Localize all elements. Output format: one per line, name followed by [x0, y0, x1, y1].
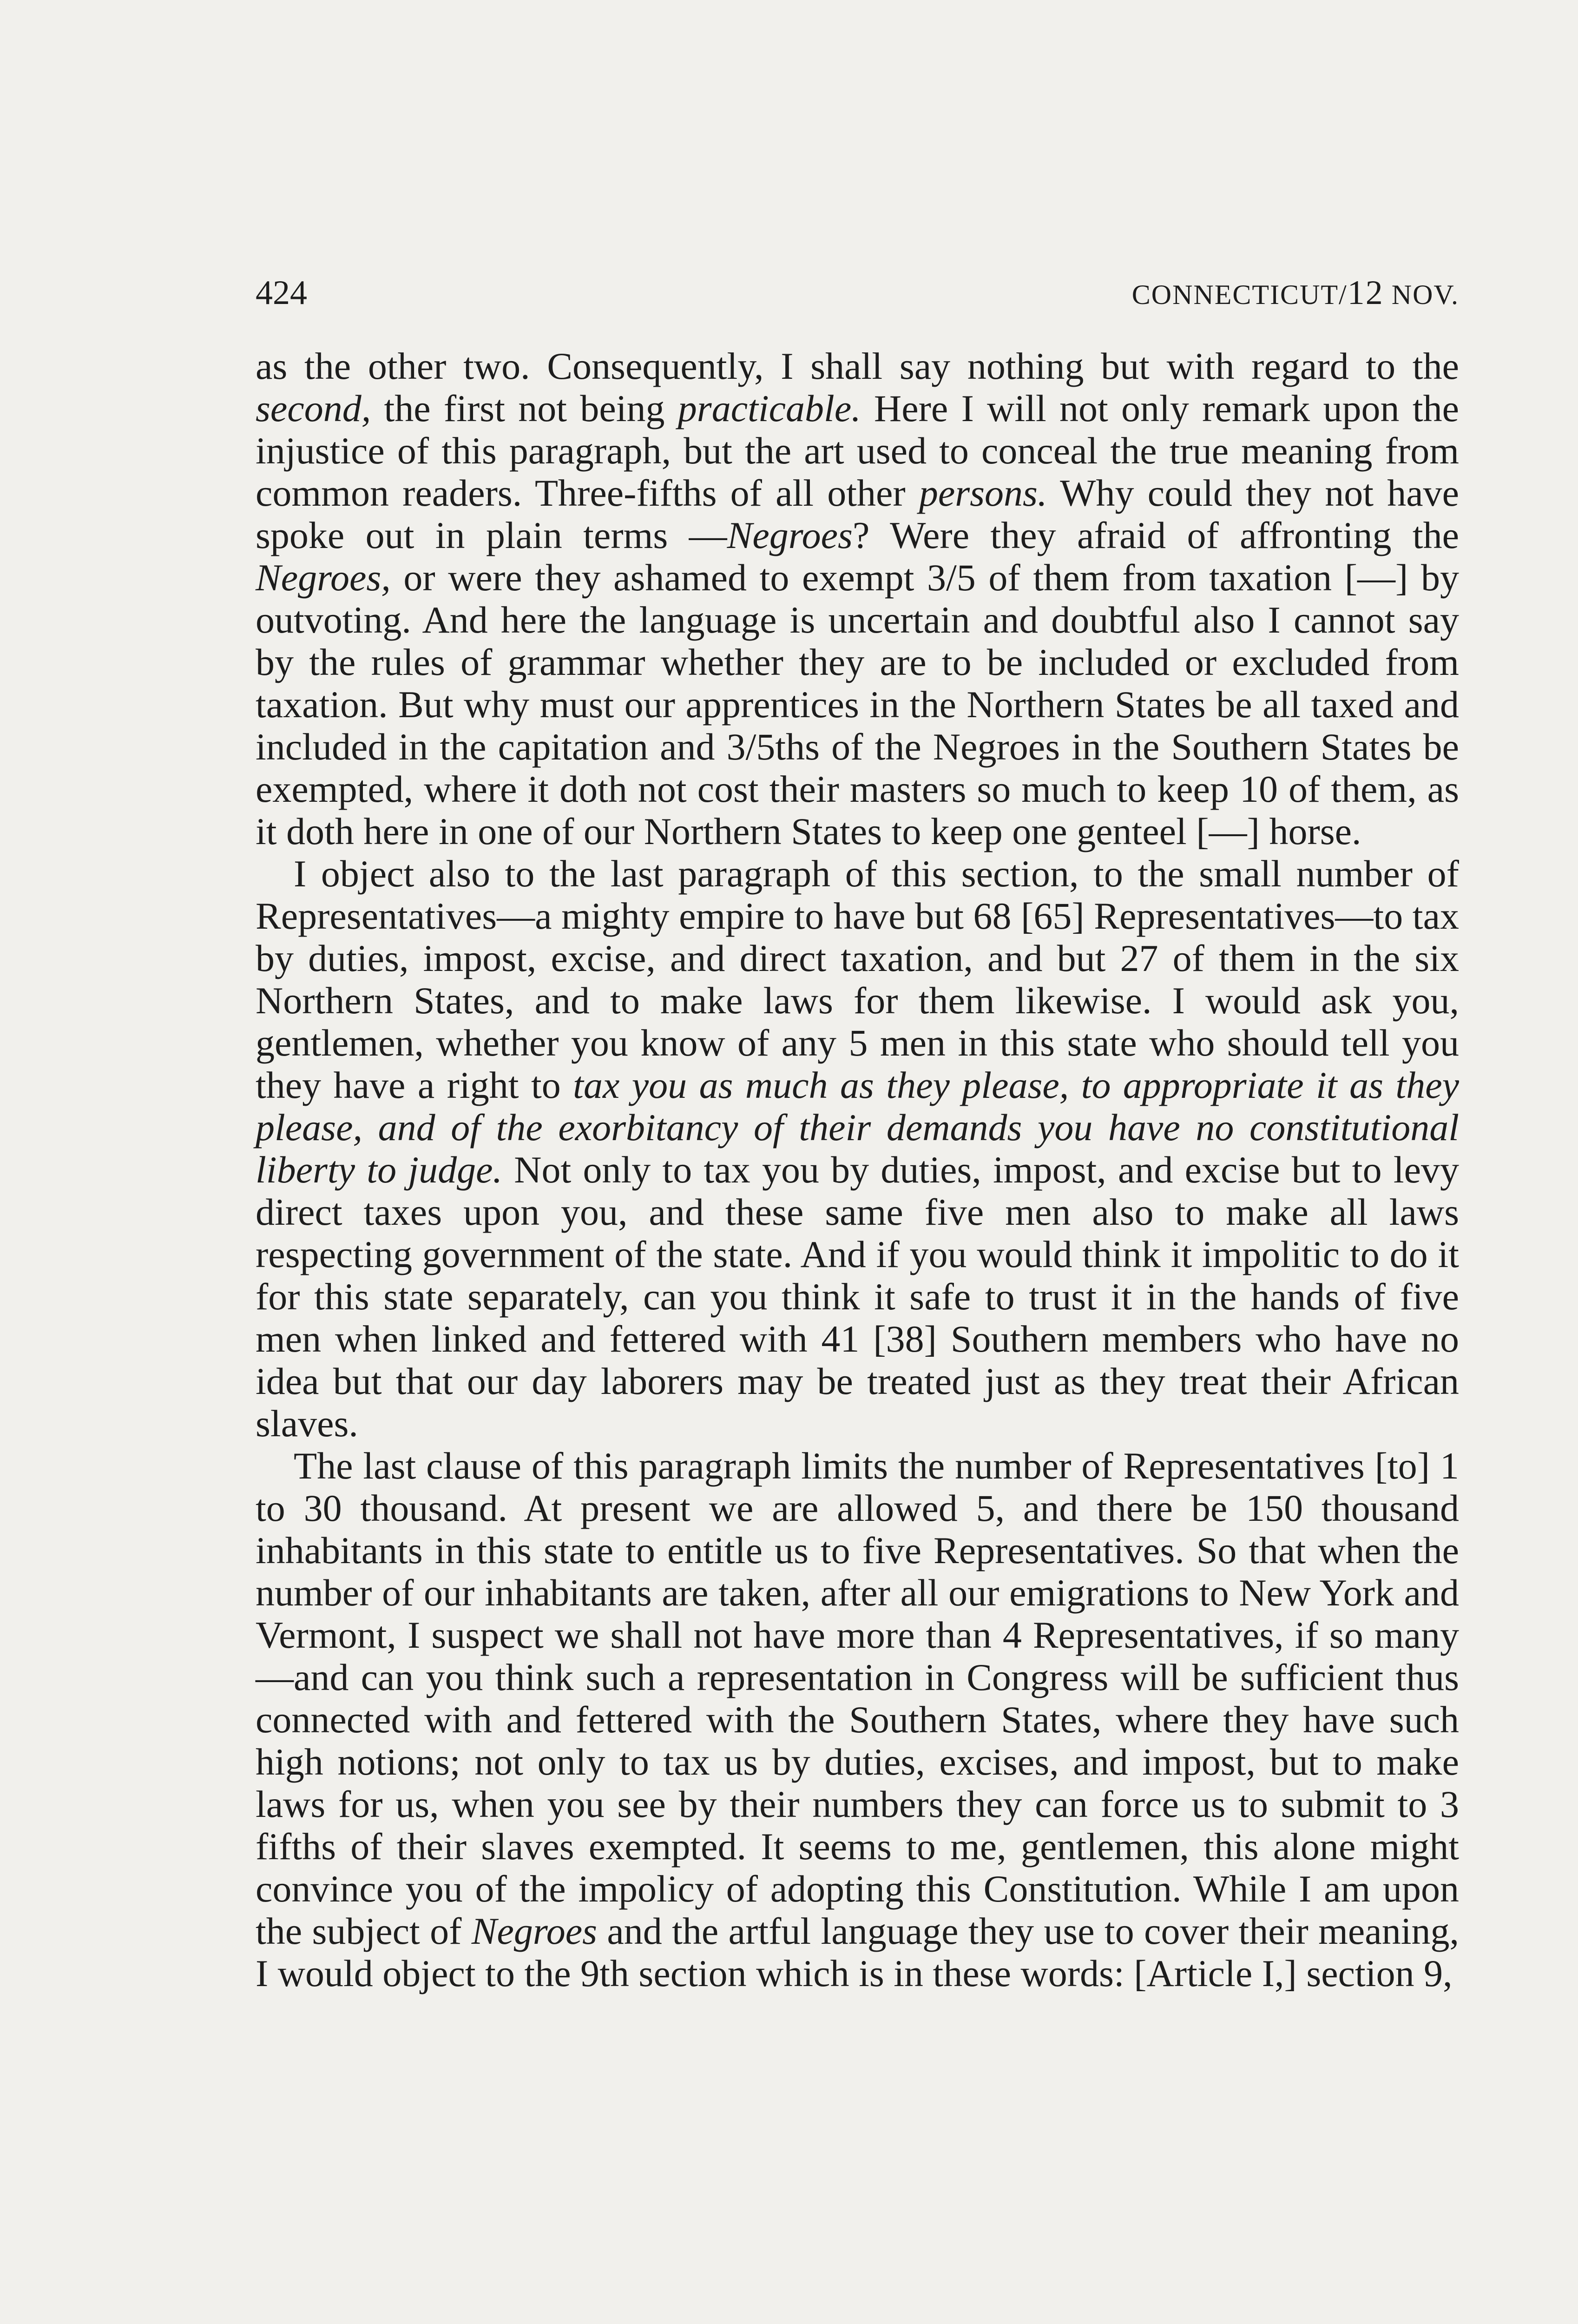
- running-head: [1132, 272, 1459, 316]
- paragraph-2: [256, 852, 1459, 1445]
- paragraph-3: [256, 1445, 1459, 1994]
- paragraph-1: [256, 345, 1459, 852]
- text-run: Not only to tax you by duties, impost, and excise but to levy direct taxes upon you, and these same five men also to make all laws respecting government of the state. And if you would think it impolitic to do it for this state separately, can you think it safe to trust it in the hands of five men when linked and fettered with 41 [38] Southern members who have no idea but that our day laborers may be treated just as they treat their African slaves.: [256, 1149, 1460, 1445]
- italic-text: persons.: [919, 472, 1047, 514]
- text-run: the first not being: [371, 387, 678, 429]
- text-run: and the artful language they use to cover their meaning, I would object to the 9th section which is in these words: [Article I,] section 9,: [256, 1910, 1459, 1994]
- italic-text: Negroes,: [256, 556, 391, 599]
- text-run: I object also to the last paragraph of this section, to the small number of Representatives—a mighty empire to have but 68 [65] Representatives—to tax by duties, impost, excise, and direct taxation, and but 27 of them in the six Northern States, and to make laws for them likewise. I would ask you, gentlemen, whether you know of any 5 men in this state who should tell you they have a right to: [256, 852, 1459, 1106]
- italic-text: practicable.: [677, 387, 861, 429]
- text-run: as the other two. Consequently, I shall say nothing but with regard to the: [256, 345, 1459, 387]
- text-run: or were they ashamed to exempt 3/5 of them from taxation [—] by outvoting. And here the language is uncertain and doubtful also I cannot say by the rules of grammar whether they are to be included or excluded from taxation. But why must our apprentices in the Northern States be all taxed and included in the capitation and 3/5ths of the Negroes in the Southern States be exempted, where it doth not cost their masters so much to keep 10 of them, as it doth here in one of our Northern States to keep one genteel [—] horse.: [256, 556, 1459, 852]
- italic-text: tax you as much as they please, to appropriate it as they please, and of the exorbitancy of their demands you have no constitutional liberty to judge.: [256, 1064, 1459, 1191]
- running-head-state: CONNECTICUT/: [1131, 279, 1348, 310]
- text-run: ? Were they afraid of affronting the: [852, 514, 1460, 556]
- running-head-month: NOV.: [1383, 279, 1459, 310]
- italic-text: Negroes: [727, 514, 853, 556]
- page-number: 424: [256, 274, 307, 312]
- body-text: [256, 345, 1459, 1994]
- page-header: [256, 272, 1459, 314]
- text-run: Why could they not have spoke out in plain terms —: [256, 472, 1460, 556]
- italic-text: Negroes: [471, 1910, 598, 1952]
- text-run: Here I will not only remark upon the injustice of this paragraph, but the art used to conceal the true meaning from common readers. Three-fifths of all other: [256, 387, 1459, 514]
- italic-text: second,: [256, 387, 371, 429]
- text-run: The last clause of this paragraph limits the number of Representatives [to] 1 to 30 thousand. At present we are allowed 5, and there be 150 thousand inhabitants in this state to entitle us to five Representatives. So that when the number of our inhabitants are taken, after all our emigrations to New York and Vermont, I suspect we shall not have more than 4 Representatives, if so many—and can you think such a representation in Congress will be sufficient thus connected with and fettered with the Southern States, where they have such high notions; not only to tax us by duties, excises, and impost, but to make laws for us, when you see by their numbers they can force us to submit to 3 fifths of their slaves exempted. It seems to me, gentlemen, this alone might convince you of the impolicy of adopting this Constitution. While I am upon the subject of: [256, 1445, 1459, 1952]
- running-head-day: 12: [1347, 274, 1384, 312]
